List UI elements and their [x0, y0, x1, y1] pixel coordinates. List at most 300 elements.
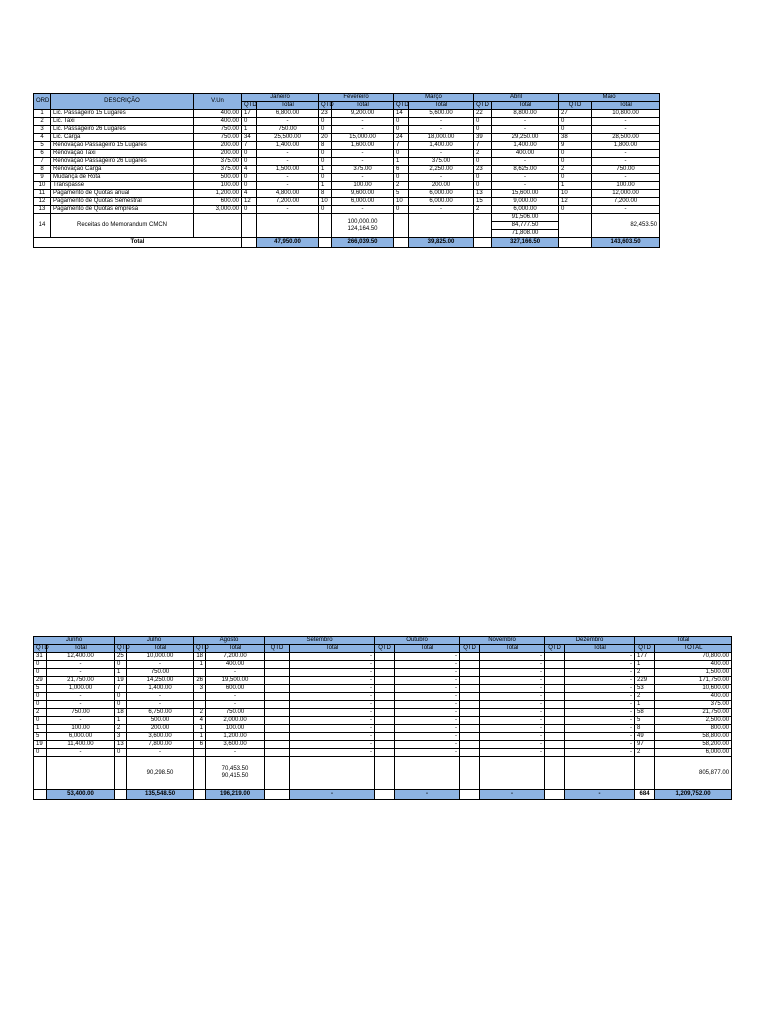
- month-total: -: [290, 717, 375, 725]
- month-total: 400.00: [492, 150, 559, 158]
- month-qtd: 14: [394, 110, 409, 118]
- row-unit-value: 100.00: [194, 182, 242, 190]
- month-total: -: [290, 653, 375, 661]
- month-qtd: 10: [319, 198, 332, 206]
- month-total: -: [592, 118, 660, 126]
- total-agosto: 196,219.00: [206, 790, 265, 800]
- month-total: -: [206, 693, 265, 701]
- month-total: -: [565, 701, 635, 709]
- qtd-header: QTD: [474, 102, 492, 110]
- row-ord: 9: [34, 174, 51, 182]
- month-total: -: [395, 701, 460, 709]
- month-header-outubro: Outubro: [375, 637, 460, 645]
- month-qtd: 0: [319, 126, 332, 134]
- memo-nov-qtd: [460, 757, 480, 790]
- row-unit-value: 750.00: [194, 134, 242, 142]
- month-qtd: [375, 685, 395, 693]
- memo-ord: 14: [34, 214, 51, 238]
- memo-jun-qtd: [34, 757, 47, 790]
- month-qtd: 0: [34, 669, 47, 677]
- row-ord: 12: [34, 198, 51, 206]
- month-total: 18,000.00: [409, 134, 474, 142]
- month-total: -: [290, 701, 375, 709]
- qtd-header: QTD: [194, 645, 206, 653]
- month-qtd: 0: [242, 158, 257, 166]
- total-qtd-cell: [375, 790, 395, 800]
- month-total: -: [592, 126, 660, 134]
- month-qtd: [545, 709, 565, 717]
- month-qtd: [194, 669, 206, 677]
- month-total: -: [565, 709, 635, 717]
- month-total: -: [565, 693, 635, 701]
- month-qtd: 15: [474, 198, 492, 206]
- month-total: 2,250.00: [409, 166, 474, 174]
- row-description: Pagamento de Quotas Semestral: [51, 198, 194, 206]
- table-row: [34, 206, 660, 214]
- total-header: Total: [206, 645, 265, 653]
- month-qtd: 0: [319, 158, 332, 166]
- month-total: -: [290, 669, 375, 677]
- month-header-maio: Maio: [559, 94, 660, 102]
- month-total: -: [257, 118, 319, 126]
- month-total: -: [395, 669, 460, 677]
- month-qtd: [460, 693, 480, 701]
- month-total: -: [492, 174, 559, 182]
- month-total: 100.00: [592, 182, 660, 190]
- month-total: -: [47, 669, 115, 677]
- month-total: 12,400.00: [47, 653, 115, 661]
- row-total-value: 10,600.00: [655, 685, 732, 693]
- month-qtd: [194, 749, 206, 757]
- month-qtd: 0: [559, 174, 592, 182]
- total-outubro: -: [395, 790, 460, 800]
- month-qtd: 4: [242, 166, 257, 174]
- revenue-table-jun-dec: [33, 636, 732, 800]
- month-total: 15,000.00: [332, 134, 394, 142]
- month-total: 6,000.00: [332, 198, 394, 206]
- table-row: [34, 174, 660, 182]
- month-total: 750.00: [206, 709, 265, 717]
- month-total: 200.00: [409, 182, 474, 190]
- memo-mar-total: [409, 214, 474, 238]
- month-qtd: 0: [394, 118, 409, 126]
- month-qtd: 0: [115, 661, 127, 669]
- month-total: -: [480, 733, 545, 741]
- month-qtd: [375, 653, 395, 661]
- month-qtd: 0: [115, 701, 127, 709]
- row-total-qtd: 2: [635, 693, 655, 701]
- month-qtd: [265, 733, 290, 741]
- month-qtd: 0: [559, 126, 592, 134]
- total-row: [34, 790, 732, 800]
- row-unit-value: 200.00: [194, 150, 242, 158]
- month-total: -: [395, 653, 460, 661]
- month-total: -: [290, 685, 375, 693]
- month-header-janeiro: Janeiro: [242, 94, 319, 102]
- month-qtd: [545, 693, 565, 701]
- total-qtd-cell: [242, 238, 257, 248]
- month-total: -: [492, 126, 559, 134]
- month-qtd: 0: [319, 206, 332, 214]
- month-total: 1,600.00: [332, 142, 394, 150]
- month-total: 28,500.00: [592, 134, 660, 142]
- memo-nov-total: [480, 757, 545, 790]
- header-row-months: [34, 637, 732, 645]
- month-qtd: 13: [115, 741, 127, 749]
- row-description: Pagamento de Quotas anual: [51, 190, 194, 198]
- month-qtd: 0: [319, 174, 332, 182]
- row-total-value: 171,750.00: [655, 677, 732, 685]
- row-ord: 7: [34, 158, 51, 166]
- memo-fev-total: [332, 214, 394, 238]
- month-total: -: [395, 709, 460, 717]
- total-abril: 327,166.50: [492, 238, 559, 248]
- month-header-julho: Julho: [115, 637, 194, 645]
- month-total: -: [290, 749, 375, 757]
- table-row: [34, 741, 732, 749]
- qtd-header: QTD: [115, 645, 127, 653]
- month-total: -: [47, 717, 115, 725]
- month-total: -: [290, 709, 375, 717]
- row-total-value: 400.00: [655, 661, 732, 669]
- row-total-qtd: 8: [635, 725, 655, 733]
- month-total: 750.00: [257, 126, 319, 134]
- month-total: 10,000.00: [127, 653, 194, 661]
- memo-mar-qtd: [394, 214, 409, 238]
- month-qtd: 2: [474, 150, 492, 158]
- row-total-qtd: 58: [635, 709, 655, 717]
- month-qtd: [545, 653, 565, 661]
- month-qtd: [545, 741, 565, 749]
- row-unit-value: 400.00: [194, 110, 242, 118]
- month-qtd: [545, 717, 565, 725]
- row-total-value: 58,200.00: [655, 741, 732, 749]
- month-total: -: [332, 126, 394, 134]
- month-qtd: [460, 677, 480, 685]
- memo-grand-total: 805,877.00: [655, 757, 732, 790]
- month-qtd: 0: [559, 118, 592, 126]
- memo-jul-qtd: [115, 757, 127, 790]
- header-row-sub: [34, 645, 732, 653]
- month-qtd: [265, 693, 290, 701]
- month-total: -: [290, 677, 375, 685]
- month-qtd: 1: [242, 126, 257, 134]
- total-header: Total: [290, 645, 375, 653]
- row-description: Lic. Passageiro 15 Lugares: [51, 110, 194, 118]
- month-total: -: [127, 749, 194, 757]
- month-qtd: [265, 685, 290, 693]
- row-description: Transpasse: [51, 182, 194, 190]
- total-janeiro: 47,950.00: [257, 238, 319, 248]
- qtd-header: QTD: [545, 645, 565, 653]
- row-ord: 6: [34, 150, 51, 158]
- month-total: -: [492, 118, 559, 126]
- month-qtd: 0: [34, 717, 47, 725]
- month-qtd: [545, 685, 565, 693]
- month-qtd: 1: [34, 725, 47, 733]
- month-qtd: 1: [115, 717, 127, 725]
- grand-total: 1,209,752.00: [655, 790, 732, 800]
- month-header-setembro: Setembro: [265, 637, 375, 645]
- month-total: -: [409, 206, 474, 214]
- total-header: Total: [409, 102, 474, 110]
- month-total: 1,200.00: [206, 733, 265, 741]
- month-qtd: 1: [319, 182, 332, 190]
- month-qtd: 0: [559, 150, 592, 158]
- month-total: 9,600.00: [332, 190, 394, 198]
- month-total: -: [565, 725, 635, 733]
- month-qtd: 9: [559, 142, 592, 150]
- month-header-total: Total: [635, 637, 732, 645]
- month-total: -: [47, 693, 115, 701]
- table-row: [34, 142, 660, 150]
- total-header: Total: [127, 645, 194, 653]
- month-total: -: [480, 709, 545, 717]
- month-total: -: [290, 693, 375, 701]
- row-ord: 1: [34, 110, 51, 118]
- memo-description: Receitas do Memorandum CMCN: [51, 214, 194, 238]
- month-total: -: [565, 733, 635, 741]
- month-total: 750.00: [127, 669, 194, 677]
- month-total: 750.00: [592, 166, 660, 174]
- row-total-value: 21,750.00: [655, 709, 732, 717]
- bottom-table-body: [34, 653, 732, 757]
- row-description: Pagamento de Quotas empresa: [51, 206, 194, 214]
- total-qtd-cell: [460, 790, 480, 800]
- total-setembro: -: [290, 790, 375, 800]
- table-row: [34, 166, 660, 174]
- ord-header: ORD: [34, 94, 51, 110]
- month-qtd: 6: [394, 166, 409, 174]
- month-total: 7,200.00: [257, 198, 319, 206]
- month-qtd: 0: [319, 118, 332, 126]
- month-qtd: 0: [242, 182, 257, 190]
- month-total: -: [206, 749, 265, 757]
- total-qtd-cell: [319, 238, 332, 248]
- month-qtd: [265, 741, 290, 749]
- qtd-header: QTD: [460, 645, 480, 653]
- month-qtd: [460, 661, 480, 669]
- month-total: -: [395, 741, 460, 749]
- month-qtd: 7: [394, 142, 409, 150]
- row-total-qtd: 5: [635, 717, 655, 725]
- month-total: -: [290, 661, 375, 669]
- memo-abr-line3: 71,808.00: [492, 230, 559, 238]
- month-total: -: [127, 661, 194, 669]
- month-qtd: 1: [319, 166, 332, 174]
- month-total: -: [592, 158, 660, 166]
- table-row: [34, 749, 732, 757]
- month-qtd: [375, 741, 395, 749]
- total-header: Total: [47, 645, 115, 653]
- month-qtd: [545, 669, 565, 677]
- month-qtd: 29: [34, 677, 47, 685]
- month-total: 1,500.00: [257, 166, 319, 174]
- month-total: -: [492, 158, 559, 166]
- table-row: [34, 693, 732, 701]
- total-marco: 39,825.00: [409, 238, 474, 248]
- month-total: 7,200.00: [592, 198, 660, 206]
- month-total: 8,800.00: [492, 110, 559, 118]
- memo-fev-line1: 100,000.00: [347, 218, 378, 225]
- month-total: -: [409, 118, 474, 126]
- memo-jan-qtd: [242, 214, 257, 238]
- month-qtd: 0: [474, 126, 492, 134]
- table-row: [34, 126, 660, 134]
- month-total: 6,800.00: [257, 110, 319, 118]
- row-total-qtd: 229: [635, 677, 655, 685]
- table-row: [34, 198, 660, 206]
- month-total: 600.00: [206, 685, 265, 693]
- total-qtd-cell: [394, 238, 409, 248]
- table-row: [34, 701, 732, 709]
- month-total: -: [395, 733, 460, 741]
- top-table-body: [34, 110, 660, 214]
- bottom-table-footer: [34, 757, 732, 800]
- table-row: [34, 134, 660, 142]
- top-table-footer: [34, 214, 660, 248]
- month-qtd: 23: [474, 166, 492, 174]
- month-qtd: 12: [242, 198, 257, 206]
- month-total: -: [409, 174, 474, 182]
- month-total: 12,000.00: [592, 190, 660, 198]
- month-total: -: [206, 669, 265, 677]
- month-qtd: 2: [474, 206, 492, 214]
- month-qtd: [460, 741, 480, 749]
- total-qtd-cell: [194, 790, 206, 800]
- memo-mai-qtd: [559, 214, 592, 238]
- qtd-header: QTD: [635, 645, 655, 653]
- month-qtd: 3: [115, 733, 127, 741]
- row-ord: 13: [34, 206, 51, 214]
- month-qtd: 2: [194, 709, 206, 717]
- month-total: -: [290, 741, 375, 749]
- qtd-header: QTD: [375, 645, 395, 653]
- memo-abr-line1: 91,506.00: [492, 214, 559, 222]
- month-total: -: [409, 150, 474, 158]
- month-total: 10,800.00: [592, 110, 660, 118]
- table-row: [34, 158, 660, 166]
- memo-abr-qtd: [474, 214, 492, 238]
- month-total: -: [565, 749, 635, 757]
- month-qtd: 0: [34, 693, 47, 701]
- memo-row: [34, 214, 660, 222]
- table-row: [34, 709, 732, 717]
- month-qtd: [265, 749, 290, 757]
- month-total: -: [395, 661, 460, 669]
- month-total: -: [480, 685, 545, 693]
- month-total: 1,400.00: [127, 685, 194, 693]
- month-total: 200.00: [127, 725, 194, 733]
- month-qtd: [375, 701, 395, 709]
- month-qtd: [460, 701, 480, 709]
- total-header: Total: [592, 102, 660, 110]
- qtd-header: QTD: [559, 102, 592, 110]
- month-qtd: [265, 725, 290, 733]
- memo-dez-total: [565, 757, 635, 790]
- month-total: 3,600.00: [206, 741, 265, 749]
- row-description: Renovação Taxi: [51, 150, 194, 158]
- month-qtd: 1: [559, 182, 592, 190]
- month-qtd: 3: [194, 685, 206, 693]
- month-qtd: 2: [394, 182, 409, 190]
- month-total: 6,750.00: [127, 709, 194, 717]
- total-qtd-cell: [265, 790, 290, 800]
- month-total: -: [565, 717, 635, 725]
- month-qtd: 18: [194, 653, 206, 661]
- month-total: 21,750.00: [47, 677, 115, 685]
- month-total: 400.00: [206, 661, 265, 669]
- month-header-agosto: Agosto: [194, 637, 265, 645]
- month-total: 15,600.00: [492, 190, 559, 198]
- month-total: -: [332, 206, 394, 214]
- row-ord: 4: [34, 134, 51, 142]
- month-qtd: [460, 717, 480, 725]
- month-total: 9,000.00: [492, 198, 559, 206]
- month-qtd: 0: [474, 158, 492, 166]
- month-total: -: [332, 174, 394, 182]
- row-total-qtd: 1: [635, 701, 655, 709]
- month-total: -: [480, 725, 545, 733]
- month-qtd: 0: [34, 701, 47, 709]
- month-qtd: 34: [242, 134, 257, 142]
- month-total: 750.00: [47, 709, 115, 717]
- row-total-qtd: 97: [635, 741, 655, 749]
- month-total: -: [47, 701, 115, 709]
- month-total: 11,400.00: [47, 741, 115, 749]
- month-total: 4,800.00: [257, 190, 319, 198]
- table-row: [34, 653, 732, 661]
- row-total-value: 375.00: [655, 701, 732, 709]
- row-total-qtd: 53: [635, 685, 655, 693]
- total-header: Total: [565, 645, 635, 653]
- month-qtd: [265, 653, 290, 661]
- month-qtd: 5: [34, 733, 47, 741]
- month-total: -: [480, 677, 545, 685]
- total-qtd-sum: 684: [635, 790, 655, 800]
- month-qtd: 0: [394, 126, 409, 134]
- table-row: [34, 150, 660, 158]
- total-qtd-cell: [115, 790, 127, 800]
- month-total: -: [395, 725, 460, 733]
- month-header-fevereiro: Fevereiro: [319, 94, 394, 102]
- month-qtd: [375, 717, 395, 725]
- month-qtd: 38: [559, 134, 592, 142]
- month-qtd: 0: [474, 118, 492, 126]
- table-row: [34, 190, 660, 198]
- month-qtd: 31: [34, 653, 47, 661]
- month-total: 14,250.00: [127, 677, 194, 685]
- month-total: 6,000.00: [492, 206, 559, 214]
- month-total: 7,200.00: [206, 653, 265, 661]
- month-total: -: [565, 741, 635, 749]
- month-qtd: 19: [34, 741, 47, 749]
- vun-header: V.Un: [194, 94, 242, 110]
- memo-dez-qtd: [545, 757, 565, 790]
- table-row: [34, 677, 732, 685]
- row-total-qtd: 2: [635, 669, 655, 677]
- month-total: 19,500.00: [206, 677, 265, 685]
- month-qtd: 0: [394, 206, 409, 214]
- month-total: 100.00: [332, 182, 394, 190]
- total-julho: 135,548.50: [127, 790, 194, 800]
- row-description: Lic. Passageiro 26 Lugares: [51, 126, 194, 134]
- month-qtd: 26: [194, 677, 206, 685]
- month-qtd: 0: [474, 174, 492, 182]
- row-unit-value: 3,000.00: [194, 206, 242, 214]
- month-total: 375.00: [409, 158, 474, 166]
- month-qtd: 2: [115, 725, 127, 733]
